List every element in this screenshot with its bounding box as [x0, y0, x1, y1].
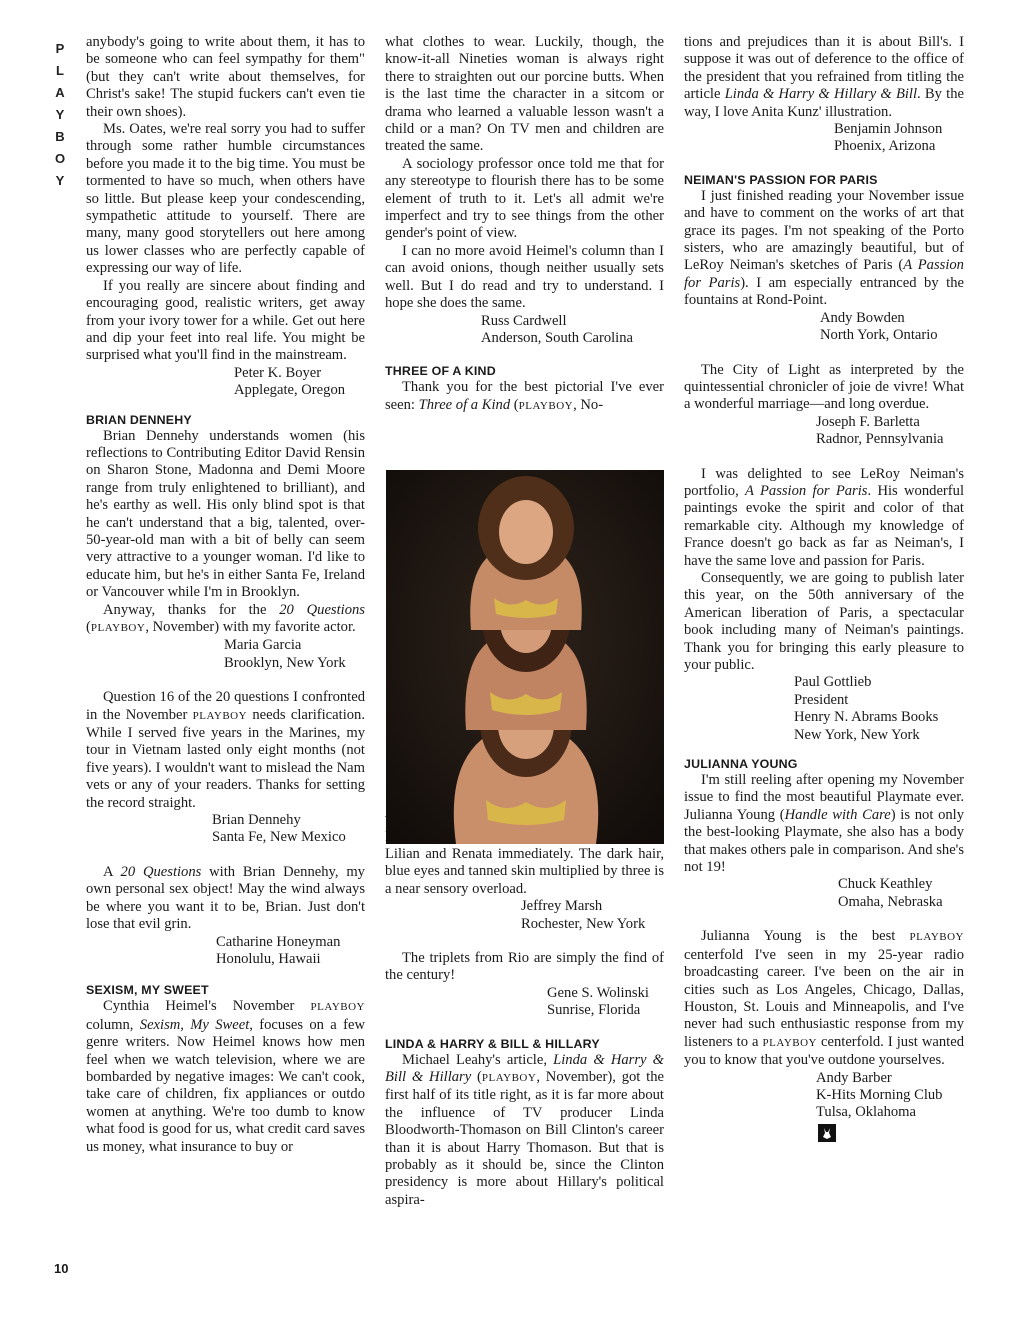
signature-place: Sunrise, Florida [547, 1002, 641, 1019]
signature-name: Paul Gottlieb [794, 674, 872, 691]
side-letter: B [55, 129, 65, 144]
signature-name: Catharine Honeyman [216, 933, 341, 950]
signature-name: Benjamin Johnson [834, 121, 943, 138]
signature [684, 1070, 964, 1122]
letter-paragraph: Consequently, we are going to publish later this year, on the 50th anniversary of the American liberation of Paris, a spectacular book including many of Neiman's paintings. Thank you for bringing this early pleasure to your public. [684, 569, 964, 673]
letter-paragraph: Brian Dennehy understands women (his reflections to Contributing Editor David Rensin on Sharon Stone, Madonna and Demi Moore range from truly enlightened to brilliant), and he's earthy as well. His only blind spot is that he can't understand that a big, talented, over-50-year-old man with a bit of belly can seem very attractive to a younger woman. I'd like to educate him, but he's in either Santa Fe, Ireland or Vancouver while I'm in Brooklyn. [86, 427, 365, 601]
letter-paragraph: Julianna Young is the best PLAYBOY centerfold I've seen in my 25-year radio broadcasting career. I've been on the air in cities such as Los Angeles, Chicago, Dallas, Houston, St. Louis and Minneapolis, and I've never had such enthusiastic response from my listeners to a PLAYBOY centerfold. I just wanted you to know that you've outdone yourselves. [684, 928, 964, 1069]
letter-paragraph: The City of Light as interpreted by the quintessential chronicler of joie de vivre! What a wonderful marriage—and long overdue. [684, 361, 964, 413]
letter-paragraph: Cynthia Heimel's November PLAYBOY column, Sexism, My Sweet, focuses on a few genre writers. Now Heimel knows how men feel when we watch television, where we are bombarded by negative images: We can't cook, take care of children, fix appliances or outdo women at anything. We're too dumb to know what food is good for us, what credit card saves us money, what insurance to buy or [86, 998, 365, 1155]
letter-paragraph: Thank you for the best pictorial I've ever seen: Three of a Kind (PLAYBOY, No- [385, 379, 664, 413]
signature [385, 313, 664, 348]
signature-title: President [794, 691, 849, 708]
signature-name: Brian Dennehy [212, 812, 301, 829]
signature-org: Henry N. Abrams Books [794, 709, 939, 726]
signature-name: Chuck Keathley [838, 876, 933, 893]
signature-place: Anderson, South Carolina [481, 329, 634, 346]
letter-paragraph: what clothes to wear. Luckily, though, the know-it-all Nineties woman is always right there to straighten out our porcine butts. When is the last time the character in a sitcom or drama who learned a valuable lesson wasn't a child or a man? On TV men and children are treated the same. [385, 34, 664, 155]
letter-paragraph: I was delighted to see LeRoy Neiman's portfolio, A Passion for Paris. His wonderful paintings evoke the spirit and color of that remarkable city. Although my knowledge of France doesn't go back as far as Neiman's, I have the same love and passion for Paris. [684, 465, 964, 569]
signature [86, 365, 365, 400]
side-letter: L [56, 63, 64, 78]
page-number: 10 [54, 1261, 69, 1276]
letter-paragraph: Question 16 of the 20 questions I confronted in the November PLAYBOY needs clarification. While I served five years in the Marines, my tour in Vietnam lasted only eight months (not five years). I wouldn't want to mislead the Nam vets or any of your readers. Thanks for setting the record straight. [86, 689, 365, 811]
signature [86, 637, 365, 672]
signature [385, 985, 664, 1020]
signature-place: Phoenix, Arizona [834, 138, 936, 155]
signature [684, 674, 964, 744]
section-heading: LINDA & HARRY & BILL & HILLARY [385, 1036, 600, 1051]
signature-name: Joseph F. Barletta [816, 413, 920, 430]
signature [684, 121, 964, 156]
signature-place: Radnor, Pennsylvania [816, 431, 944, 448]
signature-name: Andy Barber [816, 1069, 892, 1086]
letter-paragraph: Michael Leahy's article, Linda & Harry & Bill & Hillary (PLAYBOY, November), got the first half of its title right, as it is far more about the influence of TV producer Linda Bloodworth-Thomason on Bill Clinton's career than it is about Harry Thomason. But that is probably as it should be, since the Clinton presidency is more about Hillary's political aspira- [385, 1051, 664, 1208]
signature-place: Omaha, Nebraska [838, 893, 943, 910]
letter-paragraph: I can no more avoid Heimel's column than I can avoid onions, though neither usually sets well. But I do read and try to understand. I hope she does the same. [385, 242, 664, 312]
signature [684, 414, 964, 449]
letter-paragraph: Ms. Oates, we're real sorry you had to suffer through some rather humble circumstances before you made it to the big time. You must be tormented to have so much, when others have so little. But please keep your condescending, sympathetic attitude to yourself. There are many, many good storytellers out here among us lower classes who are perfectly capable of expressing our way of life. [86, 121, 365, 277]
signature [86, 812, 365, 847]
three-women-photo [386, 470, 664, 844]
signature-place: Rochester, New York [521, 915, 646, 932]
column-1 [86, 34, 365, 1156]
side-letter: Y [55, 173, 65, 188]
signature-place: North York, Ontario [820, 327, 938, 344]
section-heading: JULIANNA YOUNG [684, 757, 798, 772]
letter-paragraph: The triplets from Rio are simply the find of the century! [385, 949, 664, 984]
signature-place: Brooklyn, New York [224, 654, 346, 671]
side-letter: A [55, 85, 65, 100]
signature-place: Tulsa, Oklahoma [816, 1104, 916, 1121]
letter-paragraph: A sociology professor once told me that for any stereotype to flourish there has to be some element of truth to it. Let's all admit we're imperfect and try to see things from the other gender's point of view. [385, 155, 664, 242]
playboy-side-label [50, 38, 70, 192]
signature-name: Gene S. Wolinski [547, 984, 649, 1001]
side-letter: P [55, 41, 65, 56]
signature-org: K-Hits Morning Club [816, 1086, 943, 1103]
signature [684, 310, 964, 345]
signature [684, 876, 964, 911]
section-heading: THREE OF A KIND [385, 364, 496, 379]
letter-paragraph: I just finished reading your November issue and have to comment on the works of art that grace its pages. I'm not speaking of the Porto sisters, who are amazingly beautiful, but of LeRoy Neiman's sketches of Paris (A Passion for Paris). I am especially entranced by the fountains at Rond-Point. [684, 187, 964, 309]
signature-place: New York, New York [794, 726, 920, 743]
signature-name: Maria Garcia [224, 637, 302, 654]
section-heading: NEIMAN'S PASSION FOR PARIS [684, 172, 878, 187]
side-letter: Y [55, 107, 65, 122]
pictorial-photo [386, 470, 664, 844]
signature [86, 934, 365, 969]
letter-paragraph: tions and prejudices than it is about Bill's. I suppose it was out of deference to the office of the president that you refrained from titling the article Linda & Harry & Hillary & Bill. By the way, I love Anita Kunz' illustration. [684, 34, 964, 120]
signature-name: Russ Cardwell [481, 312, 567, 329]
column-3 [684, 34, 964, 1147]
signature-place: Santa Fe, New Mexico [212, 829, 346, 846]
signature-place: Applegate, Oregon [234, 382, 346, 399]
letter-paragraph: A 20 Questions with Brian Dennehy, my own personal sex object! May the wind always be where you want it to be, Brian. Just don't lose that evil grin. [86, 863, 365, 933]
section-heading: SEXISM, MY SWEET [86, 983, 209, 998]
rabbit-head-icon [684, 1124, 964, 1147]
signature-name: Peter K. Boyer [234, 364, 322, 381]
signature-name: Andy Bowden [820, 309, 905, 326]
letter-paragraph: If you really are sincere about finding and encouraging good, realistic writers, get away from your ivory tower for a while. Get out here and dip your feet into real life. You might be surprised what you'll find in the mainstream. [86, 277, 365, 364]
signature-place: Honolulu, Hawaii [216, 950, 321, 967]
signature [385, 898, 664, 933]
side-letter: O [54, 151, 66, 166]
section-heading: BRIAN DENNEHY [86, 412, 192, 427]
letter-paragraph: Anyway, thanks for the 20 Questions (PLAYBOY, November) with my favorite actor. [86, 601, 365, 635]
letter-paragraph: Lilian and Renata immediately. The dark hair, blue eyes and tanned skin multiplied by three is a near sensory overload. [385, 845, 664, 897]
signature-name: Jeffrey Marsh [521, 898, 603, 915]
letter-paragraph: anybody's going to write about them, it has to be someone who can feel sympathy for them" (but they can't write about themselves, for Christ's sake! The stupid fuckers can't even tie their own shoes). [86, 34, 365, 120]
letter-paragraph: I'm still reeling after opening my November issue to find the most beautiful Playmate ever. Julianna Young (Handle with Care) is not only the best-looking Playmate, she also has a body that makes others pale in comparison. And she's not 19! [684, 772, 965, 876]
